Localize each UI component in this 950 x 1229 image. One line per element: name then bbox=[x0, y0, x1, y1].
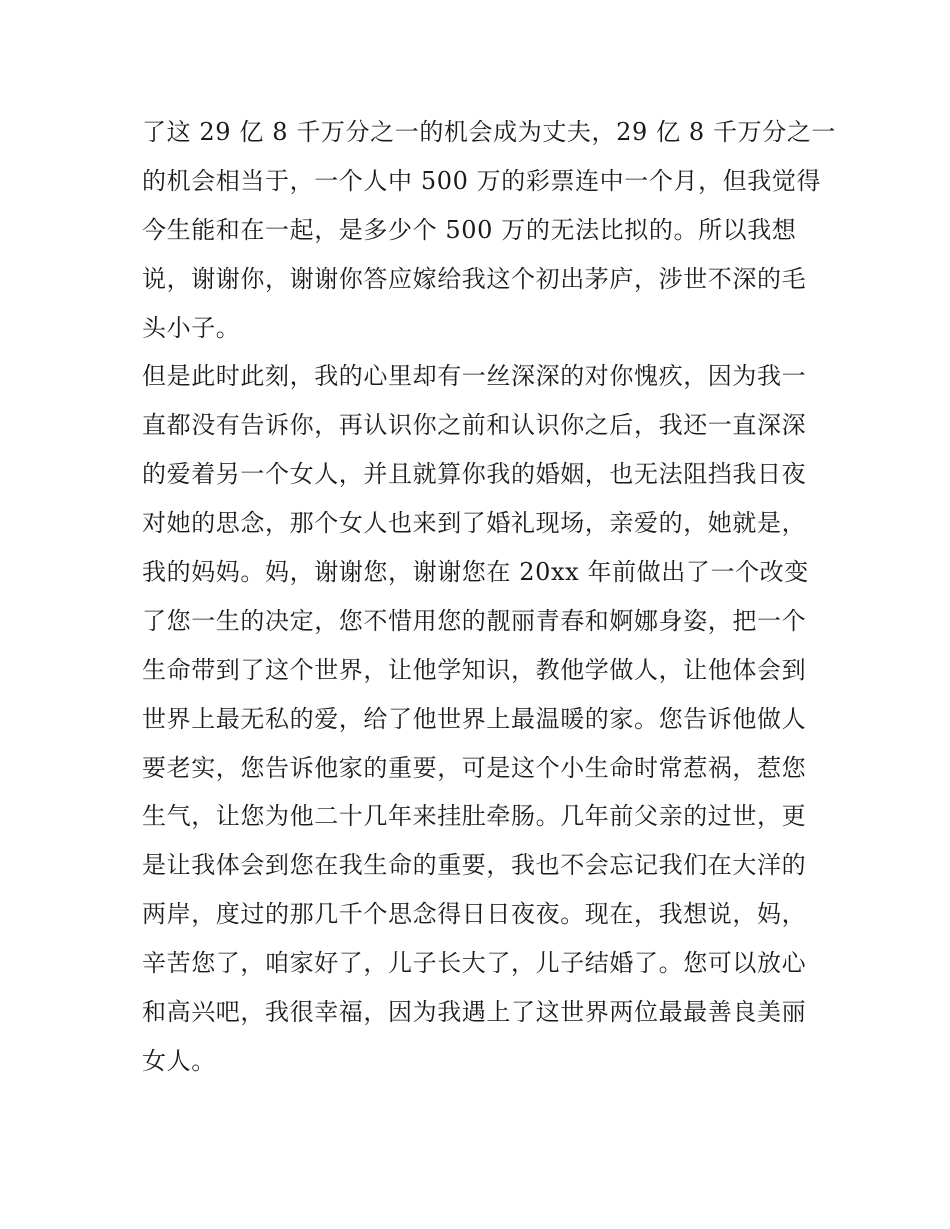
text-line: 生气，让您为他二十几年来挂肚牵肠。几年前父亲的过世，更 bbox=[142, 802, 807, 831]
text-line: 的机会相当于，一个人中 500 万的彩票连中一个月，但我觉得 bbox=[142, 166, 822, 195]
text-line: 了您一生的决定，您不惜用您的靓丽青春和婀娜身姿，把一个 bbox=[142, 606, 807, 635]
text-line: 今生能和在一起，是多少个 500 万的无法比拟的。所以我想 bbox=[142, 215, 797, 244]
text-line: 直都没有告诉你，再认识你之前和认识你之后，我还一直深深 bbox=[142, 411, 807, 440]
text-line: 女人。 bbox=[142, 1046, 216, 1075]
text-line: 的爱着另一个女人，并且就算你我的婚姻，也无法阻挡我日夜 bbox=[142, 460, 807, 489]
text-line: 我的妈妈。妈，谢谢您，谢谢您在 20xx 年前做出了一个改变 bbox=[142, 558, 809, 587]
text-line: 辛苦您了，咱家好了，儿子长大了，儿子结婚了。您可以放心 bbox=[142, 949, 807, 978]
text-line: 了这 29 亿 8 千万分之一的机会成为丈夫，29 亿 8 千万分之一 bbox=[142, 118, 837, 146]
text-line: 说，谢谢你，谢谢你答应嫁给我这个初出茅庐，涉世不深的毛 bbox=[142, 264, 807, 293]
text-line: 但是此时此刻，我的心里却有一丝深深的对你愧疚，因为我一 bbox=[142, 362, 807, 391]
text-line: 对她的思念，那个女人也来到了婚礼现场，亲爱的，她就是， bbox=[142, 509, 807, 538]
body-text bbox=[142, 108, 837, 1086]
text-line: 是让我体会到您在我生命的重要，我也不会忘记我们在大洋的 bbox=[142, 851, 807, 880]
text-line: 两岸，度过的那几千个思念得日日夜夜。现在，我想说，妈， bbox=[142, 900, 807, 929]
text-line: 头小子。 bbox=[142, 313, 241, 342]
text-line: 要老实，您告诉他家的重要，可是这个小生命时常惹祸，惹您 bbox=[142, 753, 807, 782]
text-line: 世界上最无私的爱，给了他世界上最温暖的家。您告诉他做人 bbox=[142, 704, 807, 733]
text-line: 生命带到了这个世界，让他学知识，教他学做人，让他体会到 bbox=[142, 655, 807, 684]
text-line: 和高兴吧，我很幸福，因为我遇上了这世界两位最最善良美丽 bbox=[142, 998, 807, 1027]
